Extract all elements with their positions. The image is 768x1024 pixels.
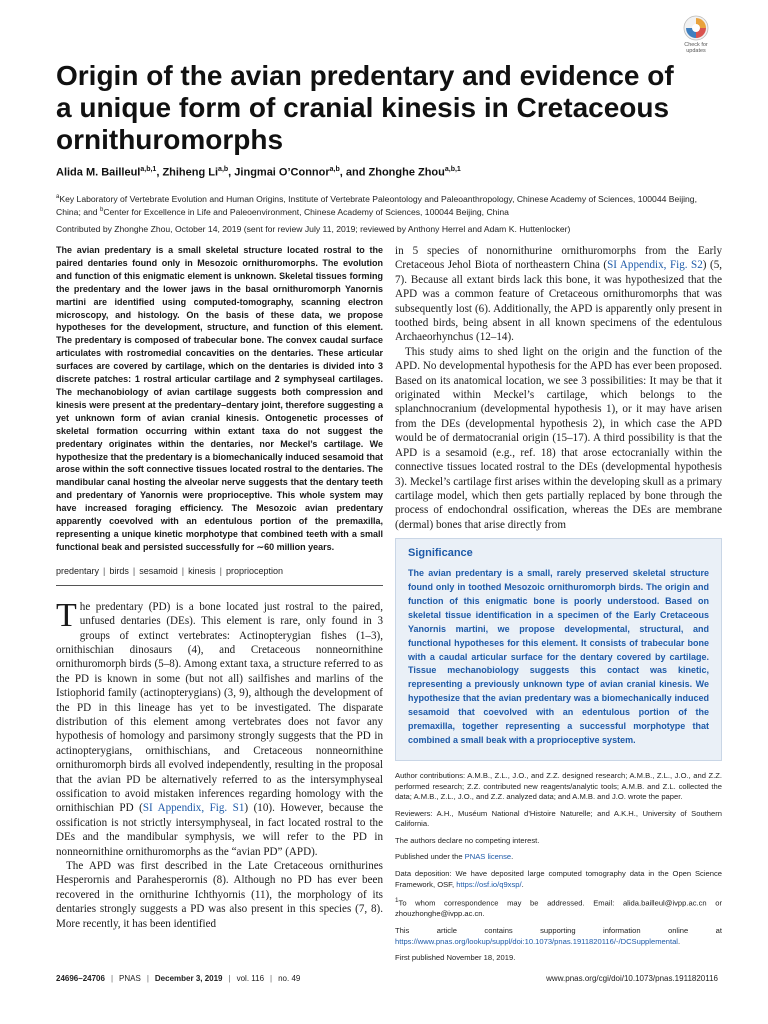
contributed-line: Contributed by Zhonghe Zhou, October 14, 2019 (sent for review July 11, 2019; reviewed by Anthony Herrel and Adam K. Huttenlocker): [56, 224, 571, 234]
check-for-updates-badge[interactable]: [679, 15, 713, 55]
license-link[interactable]: PNAS license: [464, 852, 512, 862]
affil-text: Center for Excellence in Life and Paleoenvironment, Chinese Academy of Sciences, 100044 Beijing, China: [103, 206, 509, 217]
page-range: 24696–24706: [56, 974, 105, 983]
osf-link[interactable]: https://osf.io/q9xsp/: [456, 879, 522, 889]
supporting-info-note: [395, 926, 722, 947]
body-paragraph: The APD was first described in the Late Cretaceous ornithurines Hesperornis and Parahesperornis (8). Although no PD has ever been recovered in the ornithurine Ichthyornis (11), the morphology of its dentaries strongly suggests a PD was also present in this species (7, 8). More recently, it has been identified: [56, 860, 383, 930]
license-note: [395, 852, 722, 863]
drop-cap: T: [56, 596, 77, 634]
author-list: Alida M. Bailleul$^{a,b,1}$, Zhiheng Li$^{a,b}$, Jingmai O’Connor$^{a,b}$, and Zhonghe Zhou$^{a,b,1}$: [56, 166, 461, 179]
keywords: predentary | birds | sesamoid | kinesis | proprioception: [56, 566, 383, 586]
note-text: .: [678, 936, 681, 946]
author-affil-sup: a,b,1: [140, 166, 157, 173]
footer-citation: 24696–24706 | PNAS | December 3, 2019 | vol. 116 | no. 49: [56, 974, 301, 983]
si-appendix-link[interactable]: SI Appendix, Fig. S1: [142, 802, 245, 815]
intro-paragraph: [56, 596, 383, 859]
issue: no. 49: [278, 974, 301, 983]
affiliations: [56, 192, 716, 218]
paragraph-text: ) (5, 7). Because all extant birds lack this bone, it was hypothesized that the APD was a common feature of Cretaceous ornithuromorphs that was subsequently lost (6). Additionally, the APD is apparently only present in toothed birds, being absent in all known specimens of the edentulous Archaeorhynchus (12–14).: [395, 259, 723, 344]
note-text: .: [521, 879, 524, 889]
volume: vol. 116: [236, 974, 265, 983]
keyword[interactable]: proprioception: [225, 565, 284, 576]
reviewers-note: Reviewers: A.H., Muséum National d’Histoire Naturelle; and A.K.H., University of Southern California.: [395, 808, 722, 829]
note-text: .: [511, 852, 514, 862]
author-name: Zhonghe Zhou: [368, 166, 445, 179]
author-contributions: Author contributions: A.M.B., Z.L., J.O., and Z.Z. designed research; A.M.B., Z.L., J.O., and Z.Z. performed research; Z.Z. contributed new reagents/analytic tools; A.M.B. and Z.L. collected the data; A.M.B., Z.L., J.O., and Z.Z. analyzed data; and A.M.B. and J.O. wrote the paper.: [395, 770, 722, 802]
check-updates-label: Check for updates: [684, 42, 708, 54]
note-text: Data deposition: We have deposited large computed tomography data in the Open Science Framework, OSF,: [395, 869, 722, 889]
keyword[interactable]: sesamoid: [139, 565, 178, 576]
affil-mark: b: [99, 206, 104, 213]
author-name: Alida M. Bailleul: [56, 166, 141, 179]
note-text: This article contains supporting information online at: [395, 925, 722, 935]
paragraph-text: he predentary (PD) is a bone located just rostral to the paired, unfused dentaries (DEs). This element is rare, only found in 3 groups of extinct vertebrates: Actinopterygian fishes (1–3), ornithischian dinosaurs (4), and Cretaceous nonneornithine ornithuromorph birds (5–8). Among extant taxa, a structure referred to as the PD is known in some (but not all) sailfishes and marlins of the Istiophorid family (actinopterygians) (3, 9), although the development of the PD in this lineage has yet to be investigated. The disparate distribution of this element among vertebrates does not favor any hypothesis of homology and parsimony strongly suggests that the PD in actinopterygians, ornithischians, and Cretaceous nonneornithine ornithuromorph birds all evolved independently, resulting in the proposal that the avian PD be alternatively referred to as the intersymphyseal ossification to avoid mistaken inferences regarding homology with the ornithischian PD (: [56, 600, 383, 815]
paragraph-text: ) (10). However, because the ossification is not strictly intersymphyseal, in fact located rostral to the DEs and the mandibular symphysis, we will refer to the PD in nonneornithine ornithuromorphs as the “avian PD” (APD).: [56, 802, 383, 858]
page-footer: [56, 974, 718, 983]
abstract: The avian predentary is a small skeletal structure located rostral to the paired dentaries found only in Mesozoic ornithuromorphs. The evolution and function of this enigmatic element is unknown. Skeletal tissues forming the predentary and the lower jaws in the basal ornithuromorph Yanornis martini are identified using computed-tomography, scanning electron microscopy, and histology. On the basis of these data, we propose hypotheses for the development, structure, and function of this element. The predentary is composed of trabecular bone. The convex caudal surface articulates with rostromedial concavities on the dentaries. These articular surfaces are covered by cartilage, which on the dentaries is divided into 3 discrete patches: 1 rostral articular cartilage and 2 symphyseal cartilages. The mechanobiology of avian cartilage suggests both compression and kinesis were present at the predentary–dentary joint, therefore suggesting a yet unknown form of avian cranial kinesis. Ontogenetic processes of skeletal formation occurring within extant taxa do not suggest the predentary originates within the dentaries, nor Meckel’s cartilage. We hypothesize that the predentary is a biomechanically induced sesamoid that arose within the soft connective tissues located rostral to the dentaries. The mandibular canal hosting the alveolar nerve suggests that the dentary teeth and predentary of Yanornis were proprioceptive. This whole system may have increased foraging efficiency. The Mesozoic avian predentary apparently coevolved with an edentulous portion of the premaxilla, representing a unique kinetic morphotype that combined teeth with a small functional beak and persisted successfully for ∼60 million years.: [56, 245, 383, 552]
body-paragraph: [395, 244, 722, 345]
author-affil-sup: a,b: [218, 166, 229, 173]
keyword[interactable]: birds: [109, 565, 129, 576]
check-updates-icon: [683, 15, 709, 41]
data-deposition-note: [395, 869, 722, 890]
article-title: Origin of the avian predentary and evidence of a unique form of cranial kinesis in Cretaceous ornithuromorphs: [56, 60, 674, 155]
competing-interest-note: The authors declare no competing interest.: [395, 835, 540, 845]
author-name: Zhiheng Li: [162, 166, 219, 179]
note-text: Published under the: [395, 852, 465, 862]
keyword[interactable]: predentary: [56, 565, 100, 576]
significance-box: [395, 538, 722, 761]
right-column: [395, 244, 722, 970]
first-published-note: First published November 18, 2019.: [395, 953, 516, 963]
supplemental-link[interactable]: https://www.pnas.org/lookup/suppl/doi:10.1073/pnas.1911820116/-/DCSupplemental: [395, 936, 678, 946]
significance-text: The avian predentary is a small, rarely preserved skeletal structure found only in toothed Mesozoic ornithuromorph birds. The origin and function of this enigmatic bone is poorly understood. Based on skeletal tissue identification in a specimen of the Early Cretaceous Yanornis martini, we propose developmental, structural, and functional hypotheses for this element. It consists of trabecular bone with a caudal articular surface for the dentary covered by cartilage. Tissue mechanobiology suggests this contact was kinetic, representing a previously unknown type of avian cranial kinesis. We hypothesize that the avian predentary was a biomechanically induced sesamoid that coevolved with an edentulous portion of the premaxilla, together representing a successful morphotype that combined a small beak with a proprioceptive system.: [408, 568, 709, 745]
author-affil-sup: a,b,1: [444, 166, 461, 173]
significance-heading: Significance: [408, 547, 473, 560]
affil-mark: a: [56, 194, 60, 200]
author-affil-sup: a,b: [329, 166, 340, 173]
doi-url[interactable]: www.pnas.org/cgi/doi/10.1073/pnas.1911820116: [546, 974, 718, 983]
left-column: [56, 244, 383, 931]
si-appendix-link[interactable]: SI Appendix, Fig. S2: [607, 259, 703, 272]
paragraph-text: in 5 species of nonornithurine ornithuromorphs from the Early Cretaceous Jehol Biota of northeastern China (: [395, 245, 722, 272]
affil-text: Key Laboratory of Vertebrate Evolution and Human Origins, Institute of Vertebrate Paleontology and Paleoanthropology, Chinese Academy of Sciences, 100044 Beijing, China; and: [56, 193, 697, 217]
body-paragraph: This study aims to shed light on the origin and the function of the APD. No developmental hypothesis for the APD has ever been proposed. Based on its anatomical location, we see 3 possibilities: It may be that it originated within Meckel’s cartilage, which belongs to the splanchnocranium (developmental hypothesis 1), or it may have arisen from the DEs (developmental hypothesis 2), in which case the APD would be of dermatocranial origin (15–17). A third possibility is that the APD is a sesamoid (e.g., ref. 18) that arose ectocranially within the connective tissues located rostral to the DEs (developmental hypothesis 3). Meckel’s cartilage first arises within the developing skull as a primary cartilage model, which then gets partially replaced by bone through the process of endochondral ossification, whereas the DEs are membrane (dermal) bones that arise directly from: [395, 345, 722, 531]
journal-name: PNAS: [119, 974, 141, 983]
correspondence-mark: 1: [395, 897, 399, 905]
keyword[interactable]: kinesis: [188, 565, 216, 576]
issue-date: December 3, 2019: [154, 974, 223, 983]
note-text: To whom correspondence may be addressed. Email: alida.bailleul@ivpp.ac.cn or zhouzhonghe@ivpp.ac.cn.: [395, 898, 722, 919]
correspondence-note: [395, 896, 722, 920]
author-name: Jingmai O’Connor: [234, 166, 330, 179]
